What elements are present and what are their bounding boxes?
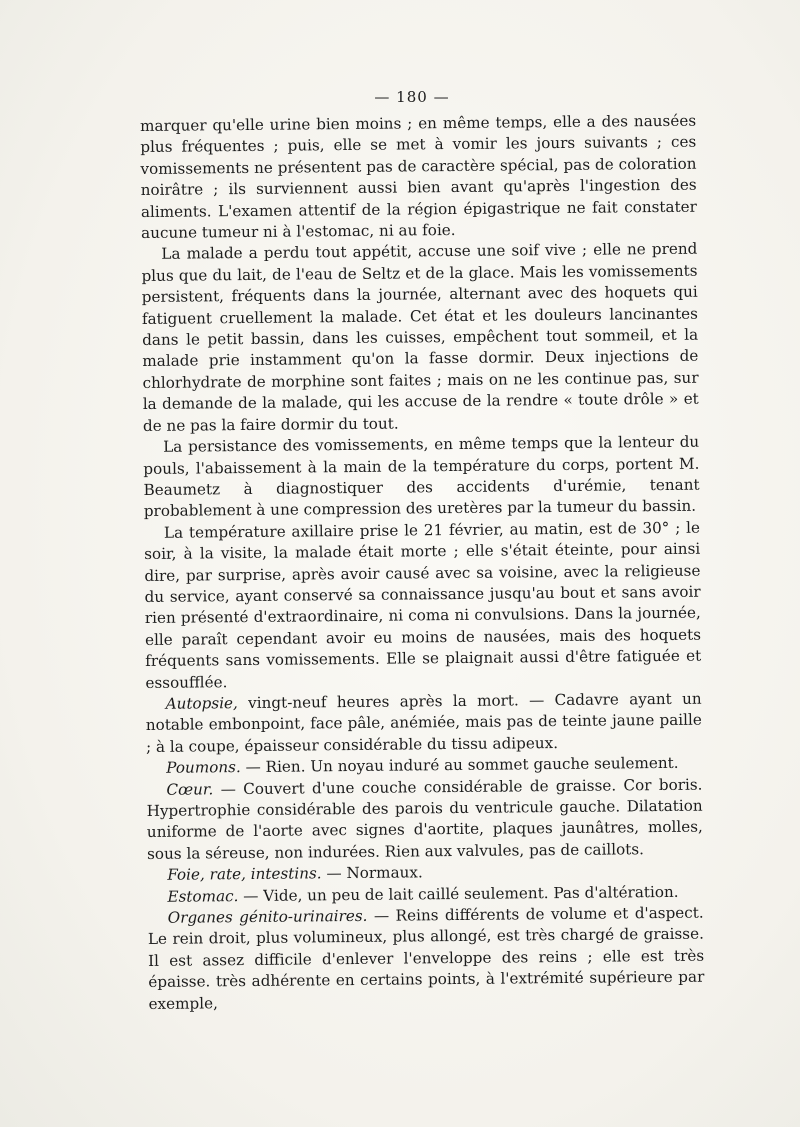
- paragraph-continuation: marquer qu'elle urine bien moins ; en même temps, elle a des nausées plus fréquentes ; puis, elle se met à vomir les jours suivants ; ces vomissements ne présentent pas de caractère spécial, pas de coloration noirâtre ; ils surviennent aussi bien avant qu'après l'ingestion des aliments. L'examen attentif de la région épigastrique ne fait constater aucune tumeur ni à l'estomac, ni au foie.: [140, 111, 697, 243]
- section-label: Poumons.: [166, 758, 241, 777]
- heart-section: [146, 774, 703, 865]
- paragraph: La malade a perdu tout appétit, accuse une soif vive ; elle ne prend plus que du lait, de l'eau de Seltz et de la glace. Mais les vomissements persistent, fréquents dans la journée, alternant avec des hoquets qui fatiguent cruellement la malade. Cet état et les douleurs lancinantes dans le petit bassin, dans les cuisses, empêchent tout sommeil, et la malade prie instamment qu'on la fasse dormir. Deux injections de chlorhydrate de morphine sont faites ; mais on ne les continue pas, sur la demande de la malade, qui les accuse de la rendre « toute drôle » et de ne pas la faire dormir du tout.: [141, 240, 699, 435]
- section-text: — Normaux.: [321, 863, 423, 883]
- section-label: Cœur.: [166, 779, 214, 799]
- section-text: — Vide, un peu de lait caillé seulement. Pas d'altération.: [238, 882, 679, 905]
- section-label: Autopsie,: [165, 694, 238, 713]
- paragraph: La persistance des vomissements, en même temps que la lenteur du pouls, l'abaissement à la main de la température du corps, portent M. Beaumetz à diagnostiquer des accidents d'urémie, tenant probablement à une compression des uretères par la tumeur du bassin.: [143, 432, 700, 521]
- body-text: [140, 111, 705, 1015]
- autopsy-section: [146, 689, 703, 759]
- section-text: vingt-neuf heures après la mort. — Cadavre ayant un notable embonpoint, face pâle, anémiée, mais pas de teinte jaune paille ; à la coupe, épaisseur considérable du tissu adipeux.: [145, 689, 702, 756]
- section-text: — Reins différents de volume et d'aspect. Le rein droit, plus volumineux, plus allongé, est très chargé de graisse. Il est assez difficile d'enlever l'enveloppe des reins ; elle est très épaisse. très adhérente en certains points, à l'extrémité supérieure par exemple,: [147, 903, 705, 1013]
- paragraph: La température axillaire prise le 21 février, au matin, est de 30° ; le soir, à la visite, la malade était morte ; elle s'était éteinte, pour ainsi dire, par surprise, après avoir causé avec sa voisine, avec la religieuse du service, ayant conservé sa connaissance jusqu'au bout et sans avoir rien présenté d'extraordinaire, ni coma ni convulsions. Dans la journée, elle paraît cependant avoir eu moins de nausées, mais des hoquets fréquents sans vomissements. Elle se plaignait aussi d'être fatiguée et essoufflée.: [144, 518, 702, 692]
- page-number: — 180 —: [374, 88, 450, 106]
- section-text: — Couvert d'une couche considérable de graisse. Cor boris. Hypertrophie considérable des parois du ventricule gauche. Dilatation uniforme de l'aorte avec signes d'aortite, plaques jaunâtres, molles, sous la séreuse, non indurées. Rien aux valvules, pas de caillots.: [146, 775, 703, 863]
- section-label: Estomac.: [167, 886, 239, 906]
- section-label: Organes génito-urinaires.: [167, 906, 368, 927]
- section-text: — Rien. Un noyau induré au sommet gauche seulement.: [240, 754, 679, 777]
- section-label: Foie, rate, intestins.: [167, 864, 322, 884]
- genitourinary-section: [148, 903, 705, 1015]
